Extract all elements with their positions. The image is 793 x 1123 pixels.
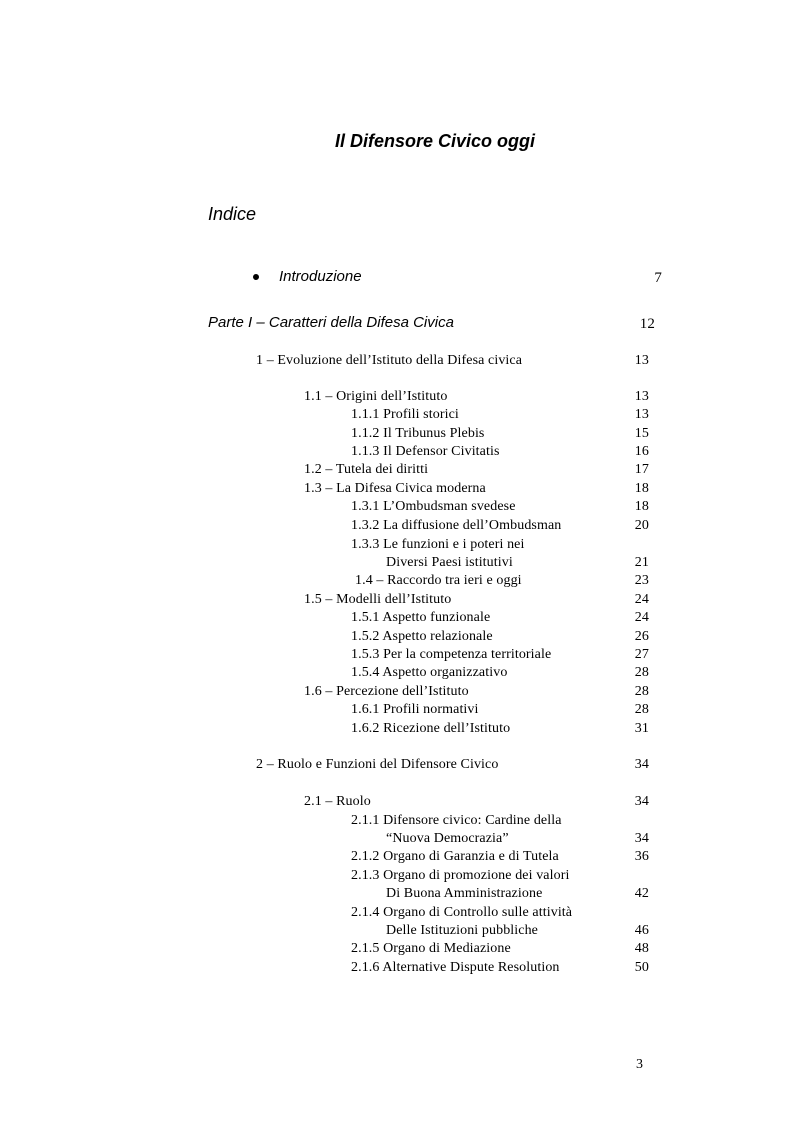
toc-entry: 2.1.1 Difensore civico: Cardine della bbox=[351, 813, 562, 828]
toc-entry-page: 13 bbox=[634, 389, 649, 404]
toc-entry-page: 28 bbox=[634, 702, 649, 717]
toc-entry: 1.6 – Percezione dell’Istituto bbox=[304, 684, 469, 699]
toc-entry: 1.3.2 La diffusione dell’Ombudsman bbox=[351, 518, 562, 533]
toc-entry: 1.1.2 Il Tribunus Plebis bbox=[351, 426, 485, 441]
toc-entry-page: 24 bbox=[634, 592, 649, 607]
toc-entry: 1.1 – Origini dell’Istituto bbox=[304, 389, 448, 404]
toc-intro-label: Introduzione bbox=[279, 268, 362, 285]
toc-entry: 1.3.3 Le funzioni e i poteri nei bbox=[351, 537, 525, 552]
toc-entry-page: 24 bbox=[634, 610, 649, 625]
toc-intro-page: 7 bbox=[654, 270, 662, 286]
toc-part-page: 12 bbox=[639, 316, 655, 332]
toc-entry: 1.3 – La Difesa Civica moderna bbox=[304, 481, 486, 496]
toc-entry: 2.1 – Ruolo bbox=[304, 794, 371, 809]
toc-entry-page: 13 bbox=[634, 407, 649, 422]
toc-entry-page: 50 bbox=[634, 960, 649, 975]
toc-entry: 1 – Evoluzione dell’Istituto della Difesa civica bbox=[256, 353, 523, 368]
toc-entry: 1.5.2 Aspetto relazionale bbox=[351, 629, 493, 644]
toc-entry: 1.6.2 Ricezione dell’Istituto bbox=[351, 721, 511, 736]
toc-entry: 2.1.5 Organo di Mediazione bbox=[351, 941, 511, 956]
toc-entry-continuation: Di Buona Amministrazione bbox=[386, 886, 543, 901]
toc-entry-continuation: Delle Istituzioni pubbliche bbox=[386, 923, 538, 938]
toc-entry-page: 48 bbox=[634, 941, 649, 956]
toc-entry: 1.5 – Modelli dell’Istituto bbox=[304, 592, 452, 607]
toc-entry: 2.1.2 Organo di Garanzia e di Tutela bbox=[351, 849, 559, 864]
toc-entry-page: 28 bbox=[634, 684, 649, 699]
toc-entry-page: 34 bbox=[634, 757, 649, 772]
toc-entry: 1.2 – Tutela dei diritti bbox=[304, 462, 429, 477]
toc-entry-page: 16 bbox=[634, 444, 649, 459]
toc-entry-page: 42 bbox=[634, 886, 649, 901]
toc-entry: 1.5.1 Aspetto funzionale bbox=[351, 610, 491, 625]
toc-entry-page: 34 bbox=[634, 794, 649, 809]
toc-entry-page: 23 bbox=[634, 573, 649, 588]
document-title: Il Difensore Civico oggi bbox=[334, 131, 536, 151]
toc-entry-page: 17 bbox=[634, 462, 649, 477]
toc-entry-page: 34 bbox=[634, 831, 649, 846]
page-number: 3 bbox=[636, 1057, 644, 1072]
toc-entry: 2.1.3 Organo di promozione dei valori bbox=[351, 868, 570, 883]
toc-entry-page: 18 bbox=[634, 499, 649, 514]
toc-entry-page: 20 bbox=[634, 518, 649, 533]
toc-entry-page: 13 bbox=[634, 353, 649, 368]
toc-entry: 1.1.3 Il Defensor Civitatis bbox=[351, 444, 500, 459]
toc-entry: 1.5.3 Per la competenza territoriale bbox=[351, 647, 552, 662]
toc-entry-page: 27 bbox=[634, 647, 649, 662]
toc-entry: 1.6.1 Profili normativi bbox=[351, 702, 479, 717]
toc-entry-page: 46 bbox=[634, 923, 649, 938]
toc-entry: 1.1.1 Profili storici bbox=[351, 407, 459, 422]
toc-entry-continuation: “Nuova Democrazia” bbox=[386, 831, 509, 846]
index-heading: Indice bbox=[208, 204, 257, 224]
bullet-icon bbox=[253, 274, 259, 280]
toc-entry: 1.4 – Raccordo tra ieri e oggi bbox=[355, 573, 522, 588]
toc-entry-page: 18 bbox=[634, 481, 649, 496]
toc-entry-page: 28 bbox=[634, 665, 649, 680]
toc-entry: 2.1.4 Organo di Controllo sulle attività bbox=[351, 905, 573, 920]
toc-entry: 1.5.4 Aspetto organizzativo bbox=[351, 665, 508, 680]
toc-entry-continuation: Diversi Paesi istitutivi bbox=[386, 555, 513, 570]
toc-entry-page: 26 bbox=[634, 629, 649, 644]
toc-entry: 1.3.1 L’Ombudsman svedese bbox=[351, 499, 516, 514]
toc-entry: 2 – Ruolo e Funzioni del Difensore Civico bbox=[256, 757, 499, 772]
toc-entry-page: 15 bbox=[634, 426, 649, 441]
toc-entry-page: 36 bbox=[634, 849, 649, 864]
toc-entry-page: 31 bbox=[634, 721, 649, 736]
toc-part-label: Parte I – Caratteri della Difesa Civica bbox=[208, 314, 454, 331]
toc-entry-page: 21 bbox=[634, 555, 649, 570]
toc-entry: 2.1.6 Alternative Dispute Resolution bbox=[351, 960, 560, 975]
